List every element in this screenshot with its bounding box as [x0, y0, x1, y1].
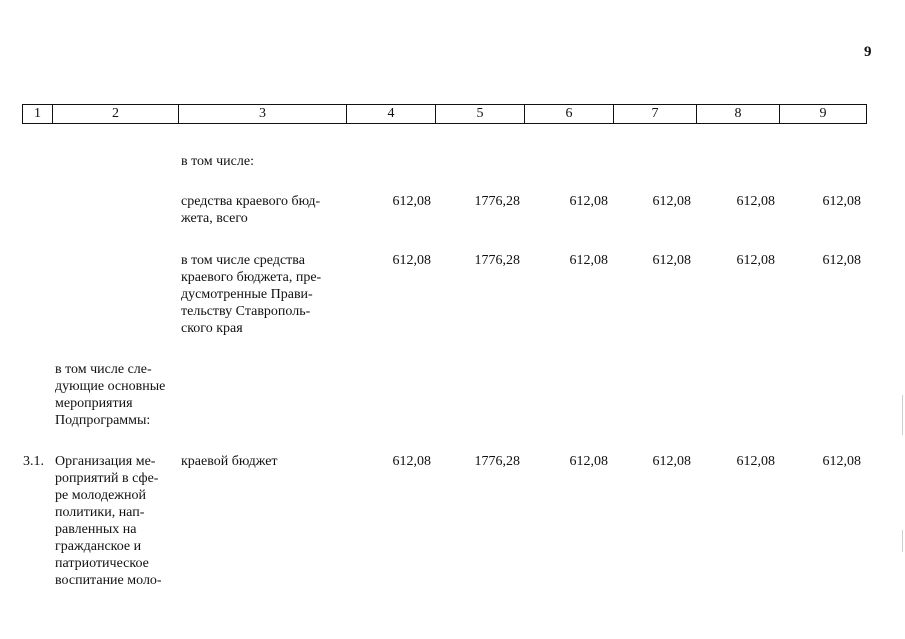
- column-header-row: [23, 105, 867, 124]
- column-number-6: 6: [525, 105, 614, 124]
- regional-total-value-col7: 612,08: [652, 194, 691, 209]
- regional-government-line-2: краевого бюджета, пре-: [181, 270, 322, 285]
- scan-artifact: [902, 530, 903, 552]
- regional-budget-total-label: [181, 193, 342, 227]
- activity-3-1-description: [55, 453, 173, 589]
- regional-government-value-col8: 612,08: [736, 253, 775, 268]
- activity-3-1-line-2: роприятий в сфе-: [55, 471, 159, 486]
- regional-government-value-col6: 612,08: [569, 253, 608, 268]
- regional-budget-total-line-1: средства краевого бюд-: [181, 194, 321, 209]
- activity-3-1-line-4: политики, нап-: [55, 505, 145, 520]
- column-number-8: 8: [697, 105, 780, 124]
- activity-3-1-value-col4: 612,08: [392, 454, 431, 469]
- column-number-5: 5: [436, 105, 525, 124]
- activity-3-1-line-6: гражданское и: [55, 539, 142, 554]
- main-activities-line-1: в том числе сле-: [55, 362, 152, 377]
- including-label: в том числе:: [181, 154, 254, 169]
- regional-budget-total-line-2: жета, всего: [181, 211, 248, 226]
- regional-total-value-col8: 612,08: [736, 194, 775, 209]
- main-activities-line-3: мероприятия: [55, 396, 133, 411]
- regional-government-line-1: в том числе средства: [181, 253, 305, 268]
- activity-3-1-value-col7: 612,08: [652, 454, 691, 469]
- main-activities-line-2: дующие основные: [55, 379, 166, 394]
- regional-government-value-col4: 612,08: [392, 253, 431, 268]
- regional-government-label: [181, 252, 342, 337]
- activity-3-1-value-col5: 1776,28: [474, 454, 520, 469]
- main-activities-label: [55, 361, 173, 429]
- regional-total-value-col6: 612,08: [569, 194, 608, 209]
- column-number-9: 9: [780, 105, 867, 124]
- activity-3-1-number: 3.1.: [23, 454, 44, 469]
- activity-3-1-value-col6: 612,08: [569, 454, 608, 469]
- activity-3-1-value-col9: 612,08: [822, 454, 861, 469]
- regional-total-value-col5: 1776,28: [474, 194, 520, 209]
- activity-3-1-line-1: Организация ме-: [55, 454, 156, 469]
- regional-government-line-5: ского края: [181, 321, 243, 336]
- column-number-7: 7: [614, 105, 697, 124]
- regional-government-value-col5: 1776,28: [474, 253, 520, 268]
- column-number-3: 3: [179, 105, 347, 124]
- regional-total-value-col9: 612,08: [822, 194, 861, 209]
- column-number-2: 2: [53, 105, 179, 124]
- regional-total-value-col4: 612,08: [392, 194, 431, 209]
- scan-artifact: [902, 395, 903, 435]
- column-header-table: [22, 104, 867, 124]
- activity-3-1-line-8: воспитание моло-: [55, 573, 162, 588]
- column-number-4: 4: [347, 105, 436, 124]
- activity-3-1-line-5: равленных на: [55, 522, 137, 537]
- activity-3-1-value-col8: 612,08: [736, 454, 775, 469]
- regional-government-line-4: тельству Ставрополь-: [181, 304, 311, 319]
- activity-3-1-line-3: ре молодежной: [55, 488, 146, 503]
- column-number-1: 1: [23, 105, 53, 124]
- regional-government-line-3: дусмотренные Прави-: [181, 287, 313, 302]
- main-activities-line-4: Подпрограммы:: [55, 413, 151, 428]
- page-number: 9: [864, 44, 872, 60]
- activity-3-1-line-7: патриотическое: [55, 556, 149, 571]
- activity-3-1-funding-source: краевой бюджет: [181, 454, 278, 469]
- regional-government-value-col7: 612,08: [652, 253, 691, 268]
- regional-government-value-col9: 612,08: [822, 253, 861, 268]
